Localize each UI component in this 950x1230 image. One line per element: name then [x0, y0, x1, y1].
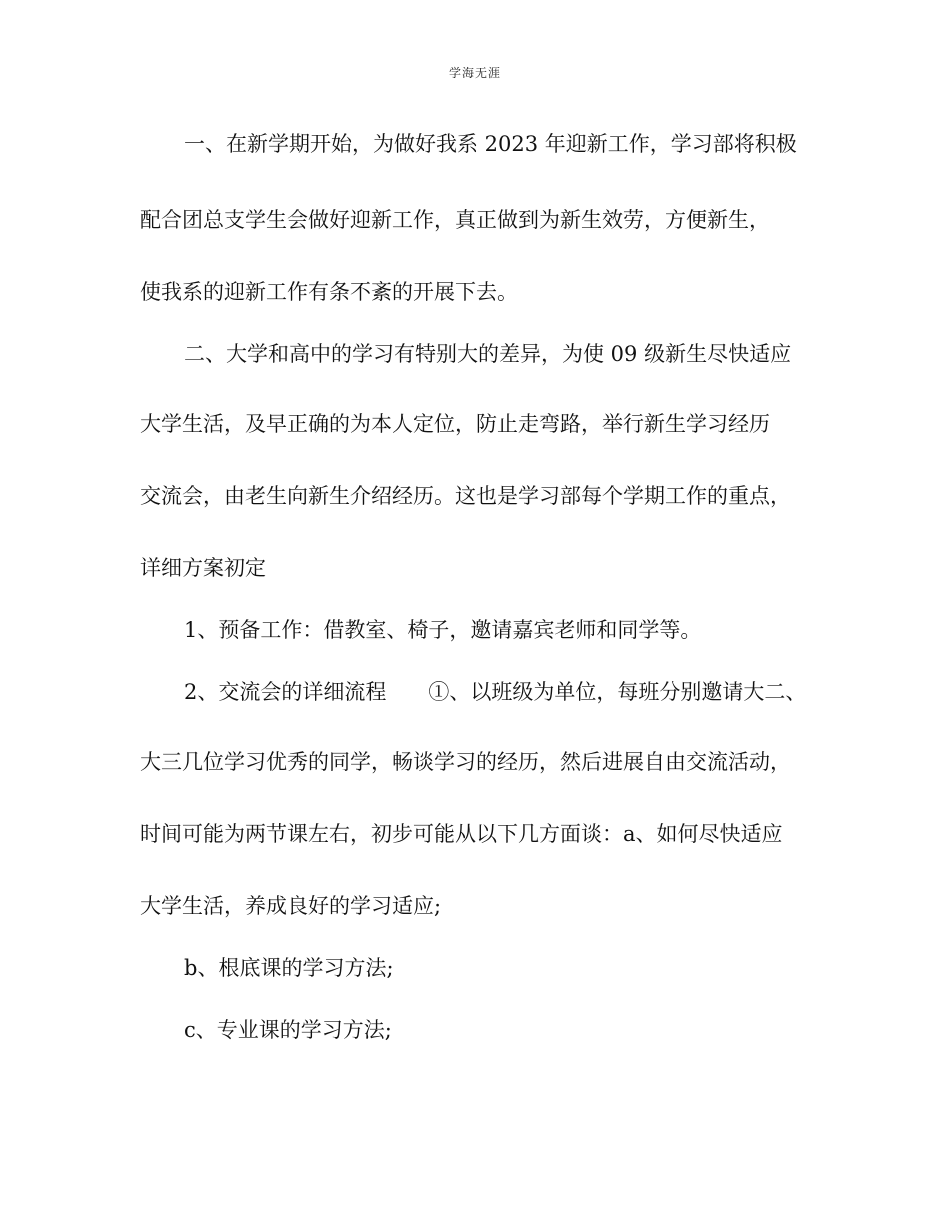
list-item-line: 1、预备工作：借教室、椅子，邀请嘉宾老师和同学等。 [184, 618, 702, 642]
list-item-line: 2、交流会的详细流程 ①、以班级为单位，每班分别邀请大二、 [184, 680, 807, 704]
paragraph-line: 时间可能为两节课左右，初步可能从以下几方面谈：a、如何尽快适应 [140, 822, 783, 846]
list-item-line: c、专业课的学习方法; [184, 1018, 392, 1042]
paragraph-line: 详细方案初定 [140, 556, 266, 580]
list-item-line: b、根底课的学习方法; [184, 956, 394, 980]
paragraph-line: 配合团总支学生会做好迎新工作，真正做到为新生效劳，方便新生， [140, 208, 770, 232]
paragraph-line: 大三几位学习优秀的同学，畅谈学习的经历，然后进展自由交流活动， [140, 750, 791, 774]
paragraph-line: 一、在新学期开始，为做好我系 2023 年迎新工作，学习部将积极 [184, 132, 797, 156]
paragraph-line: 交流会，由老生向新生介绍经历。这也是学习部每个学期工作的重点， [140, 484, 791, 508]
paragraph-line: 二、大学和高中的学习有特别大的差异，为使 09 级新生尽快适应 [184, 342, 792, 366]
paragraph-line: 大学生活，养成良好的学习适应; [140, 894, 442, 918]
paragraph-line: 大学生活，及早正确的为本人定位，防止走弯路，举行新生学习经历 [140, 412, 770, 436]
page-header: 学海无涯 [448, 66, 501, 80]
paragraph-line: 使我系的迎新工作有条不紊的开展下去。 [140, 280, 518, 304]
